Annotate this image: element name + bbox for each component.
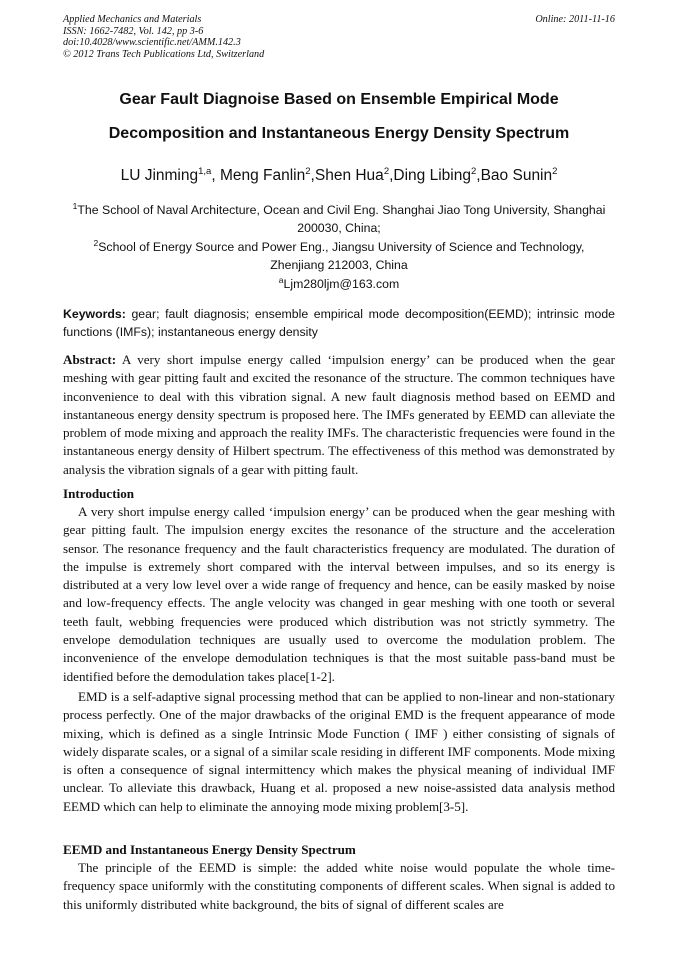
author-separator: ,	[389, 167, 394, 184]
author-name: Shen Hua	[314, 167, 384, 184]
author-separator: ,	[211, 167, 220, 184]
section-heading-eemd: EEMD and Instantaneous Energy Density Spectrum	[63, 842, 356, 857]
journal-issn: ISSN: 1662-7482, Vol. 142, pp 3-6	[63, 25, 204, 37]
author-name: Meng Fanlin	[219, 167, 306, 184]
journal-doi: doi:10.4028/www.scientific.net/AMM.142.3	[63, 37, 241, 49]
keywords-text: gear; fault diagnosis; ensemble empirical mode decomposition(EEMD); intrinsic mode functions (IMFs); instantaneous energy density	[63, 307, 615, 339]
abstract-label: Abstract:	[63, 352, 117, 367]
author-email: Ljm280ljm@163.com	[283, 276, 400, 291]
email-line	[63, 275, 615, 293]
introduction-paragraph-1: A very short impulse energy called ‘impulsion energy’ can be produced when the gear meshing with gear pitting fault. The impulsion energy excites the resonance of the structure and the acceleration sensor. The resonance frequency and the fault characteristics frequency are modulated. The duration of the impulse is extremely short compared with the interval between impulses, and so its energy is distributed at a very low level over a wide range of frequency and hence, can be easily masked by noise and low-frequency effects. The angle velocity was changed in gear meshing with one tooth or several teeth fault, webbing frequencies were produced which distribution was not strictly symmetry. The envelope demodulation techniques are usually used to overcome the modulation problem. The inconvenience of the envelope demodulation techniques is that the most suitable pass-band must be identified before the demodulation takes place[1-2].	[63, 504, 615, 684]
abstract-text: A very short impulse energy called ‘impulsion energy’ can be produced when the gear meshing with gear pitting fault and excited the resonance of the structure. The common techniques have inconvenience to deal with this vibration signal. A new fault diagnosis method based on EEMD and instantaneous energy density spectrum is proposed here. The IMFs generated by EEMD can alleviate the problem of mode mixing and approach the reality IMFs. The characteristic frequencies were found in the instantaneous energy density of Hilbert spectrum. The effectiveness of this method was demonstrated by analysis the vibration signals of a gear with pitting fault.	[63, 352, 615, 477]
paper-title-line-1: Gear Fault Diagnoise Based on Ensemble Empirical Mode	[119, 91, 559, 108]
author-name: LU Jinming	[120, 167, 199, 184]
affiliation-2-line-2: Zhenjiang 212003, China	[270, 258, 408, 273]
keywords	[63, 305, 615, 341]
affiliations	[63, 201, 615, 293]
affiliation-1-line-1	[63, 201, 615, 219]
journal-copyright: © 2012 Trans Tech Publications Ltd, Switzerland	[63, 48, 265, 60]
affiliation-1-text: The School of Naval Architecture, Ocean and Civil Eng. Shanghai Jiao Tong University, Shanghai	[77, 203, 606, 217]
eemd-paragraph-1: The principle of the EEMD is simple: the added white noise would populate the whole time-frequency space uniformly with the constituting components of different scales. When signal is added to this uniformly distributed white background, the bits of signal of different scales are	[63, 860, 615, 912]
paper-title-line-2: Decomposition and Instantaneous Energy Density Spectrum	[108, 125, 570, 142]
affiliation-2-text: School of Energy Source and Power Eng., Jiangsu University of Science and Technology,	[98, 239, 585, 254]
abstract	[63, 351, 615, 479]
author-affil-mark: 2	[552, 166, 558, 177]
affiliation-2-line-1	[63, 238, 615, 256]
journal-header	[63, 14, 615, 60]
email-mark: a	[278, 274, 284, 285]
author-affil-mark: 2	[470, 166, 477, 177]
author-name: Bao Sunin	[480, 167, 553, 184]
journal-name: Applied Mechanics and Materials	[63, 14, 202, 25]
affiliation-2-mark: 2	[93, 237, 99, 248]
author-affil-mark: 1,a	[198, 166, 212, 177]
author-list	[40, 167, 638, 185]
author-affil-mark: 2	[305, 166, 311, 177]
affiliation-1-mark: 1	[72, 201, 78, 211]
online-date: Online: 2011-11-16	[535, 14, 615, 25]
affiliation-1-line-2: 200030, China;	[297, 221, 381, 236]
introduction-paragraph-2: EMD is a self-adaptive signal processing method that can be applied to non-linear and non-stationary process perfectly. One of the major drawbacks of the original EMD is the frequent appearance of mode mixing, which is defined as a single Intrinsic Mode Function ( IMF ) either consisting of signals of widely disparate scales, or a signal of a similar scale residing in different IMF components. Mode mixing is often a consequence of signal intermittency which makes the physical meaning of individual IMF unclear. To alleviate this drawback, Huang et al. proposed a new noise-assisted data analysis method EEMD which can help to eliminate the annoying mode mixing problem[3-5].	[63, 689, 615, 814]
keywords-label: Keywords:	[63, 307, 126, 321]
section-heading-introduction: Introduction	[63, 486, 135, 501]
author-affil-mark: 2	[383, 166, 390, 177]
author-separator: ,	[476, 167, 481, 184]
author-name: Ding Libing	[393, 167, 471, 184]
author-separator: ,	[310, 167, 315, 184]
